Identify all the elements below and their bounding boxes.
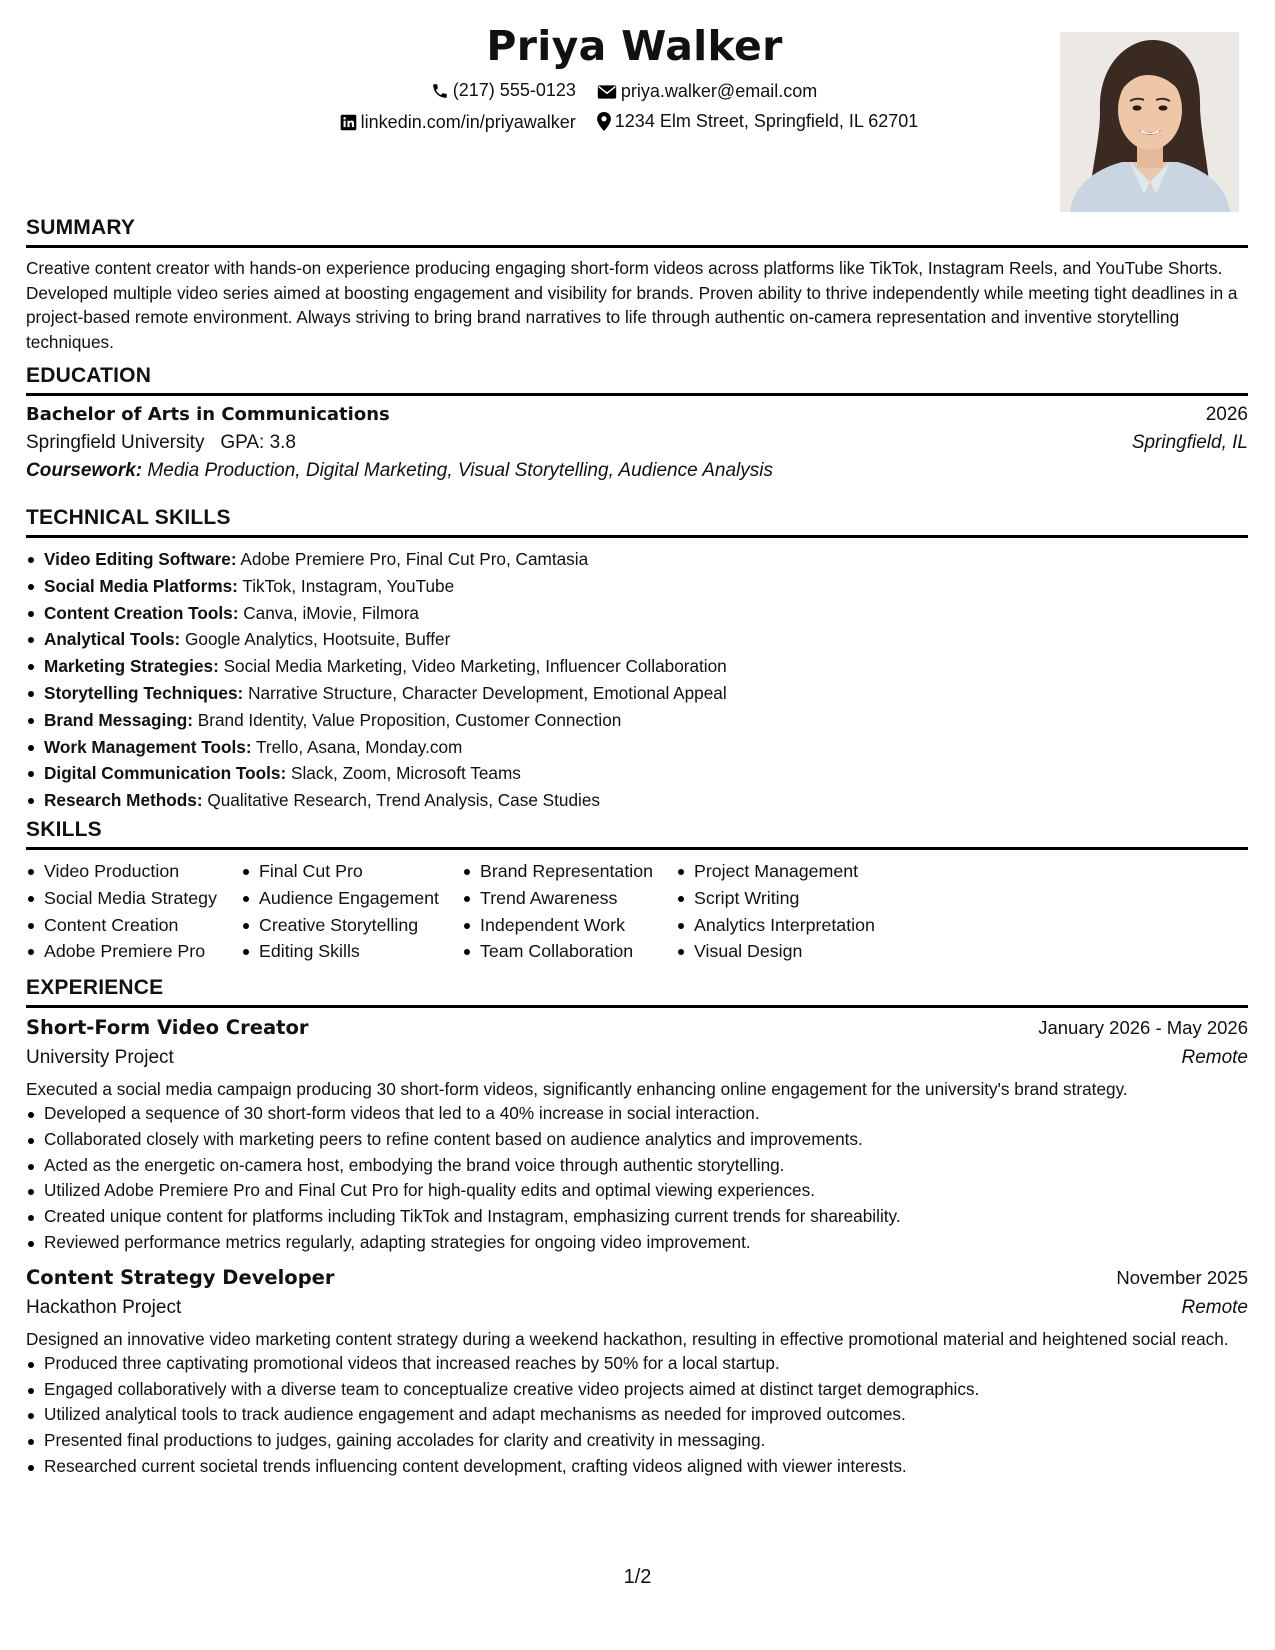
job-description: Designed an innovative video marketing content strategy during a weekend hackathon, resulting in effective promotional material and heightened social reach.: [26, 1328, 1229, 1349]
tech-skill-label: Content Creation Tools:: [44, 602, 239, 623]
tech-skill-value: Social Media Marketing, Video Marketing, Influencer Collaboration: [223, 656, 727, 677]
resume-page: [26, 0, 1248, 1650]
job-entry: [26, 1266, 1248, 1480]
coursework-list: Media Production, Digital Marketing, Visual Storytelling, Audience Analysis: [147, 460, 773, 481]
graduation-year: 2026: [1205, 404, 1248, 425]
experience-list: [26, 1016, 1248, 1480]
job-organization: Hackathon Project: [26, 1296, 182, 1318]
job-bullet: Created unique content for platforms including TikTok and Instagram, emphasizing current trends for shareability.: [26, 1204, 1248, 1230]
tech-skill-item: [26, 734, 1248, 761]
job-title-row: [26, 1016, 1248, 1039]
job-bullet: Collaborated closely with marketing peers to refine content based on audience analytics and improvements.: [26, 1127, 1248, 1153]
skill-item: Trend Awareness: [462, 885, 676, 912]
tech-skill-item: [26, 653, 1248, 680]
tech-skill-value: Slack, Zoom, Microsoft Teams: [291, 763, 521, 784]
job-organization: University Project: [26, 1047, 174, 1068]
skills-column: [26, 858, 241, 965]
skill-item: Brand Representation: [462, 858, 676, 885]
address-text: 1234 Elm Street, Springfield, IL 62701: [614, 111, 919, 131]
education-section: [26, 364, 1248, 482]
job-bullet: Utilized analytical tools to track audience engagement and adapt mechanisms as needed for improved outcomes.: [26, 1402, 1248, 1428]
resume-header: [26, 0, 1248, 212]
job-location: Remote: [1181, 1047, 1248, 1068]
profile-photo: [1060, 32, 1239, 212]
summary-text: Creative content creator with hands-on experience producing engaging short-form videos across platforms like TikTok, Instagram Reels, and YouTube Shorts. Developed multiple video series aimed at boosting engagement and visibility for brands. Proven ability to thrive independently while meeting tight deadlines in a project-based remote environment. Always striving to bring brand narratives to life through authentic on-camera representation and inventive storytelling techniques.: [26, 258, 1238, 352]
skill-item: Audience Engagement: [241, 885, 462, 912]
technical-skills-section: [26, 506, 1248, 814]
linkedin-icon: [340, 114, 357, 131]
skills-column-list: [241, 858, 462, 965]
tech-skill-label: Research Methods:: [44, 790, 203, 811]
contact-email[interactable]: [597, 81, 817, 102]
job-title-row: [26, 1266, 1248, 1289]
tech-skill-label: Video Editing Software:: [44, 549, 237, 569]
contact-linkedin[interactable]: [340, 112, 576, 133]
job-date: November 2025: [1116, 1266, 1248, 1288]
tech-skill-item: [26, 573, 1248, 600]
skill-item: Analytics Interpretation: [676, 912, 896, 939]
job-bullets: [26, 1101, 1248, 1256]
job-bullet: Presented final productions to judges, gaining accolades for clarity and creativity in messaging.: [26, 1428, 1248, 1454]
email-text: priya.walker@email.com: [620, 81, 818, 101]
education-heading: EDUCATION: [26, 364, 1248, 396]
tech-skill-item: [26, 680, 1248, 707]
skills-column: [462, 858, 676, 965]
job-description: Executed a social media campaign producing 30 short-form videos, significantly enhancing online engagement for the university's brand strategy.: [26, 1079, 1128, 1099]
tech-skill-value: Brand Identity, Value Proposition, Customer Connection: [197, 709, 622, 730]
linkedin-text: linkedin.com/in/priyawalker: [360, 112, 576, 132]
school-name: Springfield University: [26, 432, 205, 453]
tech-skill-value: Qualitative Research, Trend Analysis, Case Studies: [207, 790, 600, 811]
education-degree-row: [26, 404, 1248, 426]
skills-grid: [26, 858, 1248, 965]
job-bullet: Researched current societal trends influencing content development, crafting videos aligned with viewer interests.: [26, 1454, 1248, 1480]
phone-text: (217) 555-0123: [452, 80, 576, 100]
education-school-row: [26, 432, 1248, 454]
summary-section: [26, 216, 1248, 354]
job-bullet: Acted as the energetic on-camera host, embodying the brand voice through authentic storytelling.: [26, 1153, 1248, 1179]
job-entry: [26, 1016, 1248, 1256]
skill-item: Content Creation: [26, 912, 241, 939]
tech-skill-label: Analytical Tools:: [44, 629, 181, 650]
skill-item: Independent Work: [462, 912, 676, 939]
tech-skill-value: Canva, iMovie, Filmora: [243, 602, 419, 623]
tech-skill-value: Google Analytics, Hootsuite, Buffer: [185, 629, 451, 650]
skills-heading: SKILLS: [26, 818, 1248, 850]
skills-column: [676, 858, 896, 965]
contact-row-2: [18, 111, 1240, 136]
skill-item: Team Collaboration: [462, 938, 676, 965]
skill-item: Creative Storytelling: [241, 912, 462, 939]
job-bullet: Utilized Adobe Premiere Pro and Final Cut Pro for high-quality edits and optimal viewing experiences.: [26, 1178, 1248, 1204]
tech-skill-item: [26, 707, 1248, 734]
tech-skill-item: [26, 760, 1248, 787]
technical-skills-list: [26, 546, 1248, 814]
job-location: Remote: [1181, 1296, 1248, 1318]
experience-section: [26, 976, 1248, 1480]
tech-skill-label: Digital Communication Tools:: [44, 763, 287, 784]
job-bullet: Developed a sequence of 30 short-form videos that led to a 40% increase in social interaction.: [26, 1101, 1248, 1127]
tech-skill-label: Work Management Tools:: [44, 736, 252, 757]
skills-column-list: [26, 858, 241, 965]
contact-phone[interactable]: [431, 80, 576, 101]
experience-heading: EXPERIENCE: [26, 976, 1248, 1008]
map-pin-icon: [597, 112, 611, 131]
job-title: Short-Form Video Creator: [26, 1016, 309, 1039]
skills-column-list: [462, 858, 676, 965]
tech-skill-label: Brand Messaging:: [44, 709, 193, 730]
tech-skill-label: Storytelling Techniques:: [44, 682, 244, 703]
tech-skill-value: Narrative Structure, Character Development, Emotional Appeal: [248, 682, 727, 703]
job-bullet: Engaged collaboratively with a diverse team to conceptualize creative video projects aimed at distinct target demographics.: [26, 1377, 1248, 1403]
tech-skill-label: Marketing Strategies:: [44, 656, 219, 677]
tech-skill-value: Adobe Premiere Pro, Final Cut Pro, Camtasia: [240, 549, 589, 569]
skill-item: Social Media Strategy: [26, 885, 241, 912]
skill-item: Script Writing: [676, 885, 896, 912]
page-number: 1/2: [623, 1566, 652, 1588]
coursework: [26, 460, 1248, 482]
job-org-row: [26, 1047, 1248, 1069]
job-date: January 2026 - May 2026: [1038, 1017, 1248, 1038]
skill-item: Adobe Premiere Pro: [26, 938, 241, 965]
skills-column: [241, 858, 462, 965]
degree-title: Bachelor of Arts in Communications: [26, 404, 390, 425]
tech-skill-item: [26, 626, 1248, 653]
skill-item: Editing Skills: [241, 938, 462, 965]
skills-column-list: [676, 858, 896, 965]
tech-skill-label: Social Media Platforms:: [44, 575, 238, 596]
gpa: GPA: 3.8: [220, 432, 296, 453]
skill-item: Visual Design: [676, 938, 896, 965]
candidate-name: Priya Walker: [486, 22, 783, 70]
job-bullet: Produced three captivating promotional videos that increased reaches by 50% for a local startup.: [26, 1351, 1248, 1377]
tech-skill-item: [26, 546, 1248, 573]
job-title: Content Strategy Developer: [26, 1265, 335, 1289]
skills-section: [26, 818, 1248, 965]
contact-address: [597, 111, 919, 132]
school-location: Springfield, IL: [1131, 432, 1248, 453]
summary-heading: SUMMARY: [26, 216, 1248, 248]
skill-item: Video Production: [26, 858, 241, 885]
job-org-row: [26, 1297, 1248, 1319]
tech-skill-item: [26, 787, 1248, 814]
envelope-icon: [597, 84, 617, 100]
tech-skill-value: TikTok, Instagram, YouTube: [242, 575, 455, 596]
tech-skill-value: Trello, Asana, Monday.com: [256, 736, 463, 757]
skill-item: Final Cut Pro: [241, 858, 462, 885]
school-info: [26, 432, 296, 454]
skill-item: Project Management: [676, 858, 896, 885]
phone-icon: [431, 82, 449, 100]
job-bullet: Reviewed performance metrics regularly, adapting strategies for ongoing video improvement.: [26, 1230, 1248, 1256]
tech-skill-item: [26, 600, 1248, 627]
job-bullets: [26, 1351, 1248, 1480]
technical-skills-heading: TECHNICAL SKILLS: [26, 506, 1248, 538]
contact-row-1: [13, 80, 1235, 105]
coursework-label: Coursework:: [26, 460, 143, 481]
